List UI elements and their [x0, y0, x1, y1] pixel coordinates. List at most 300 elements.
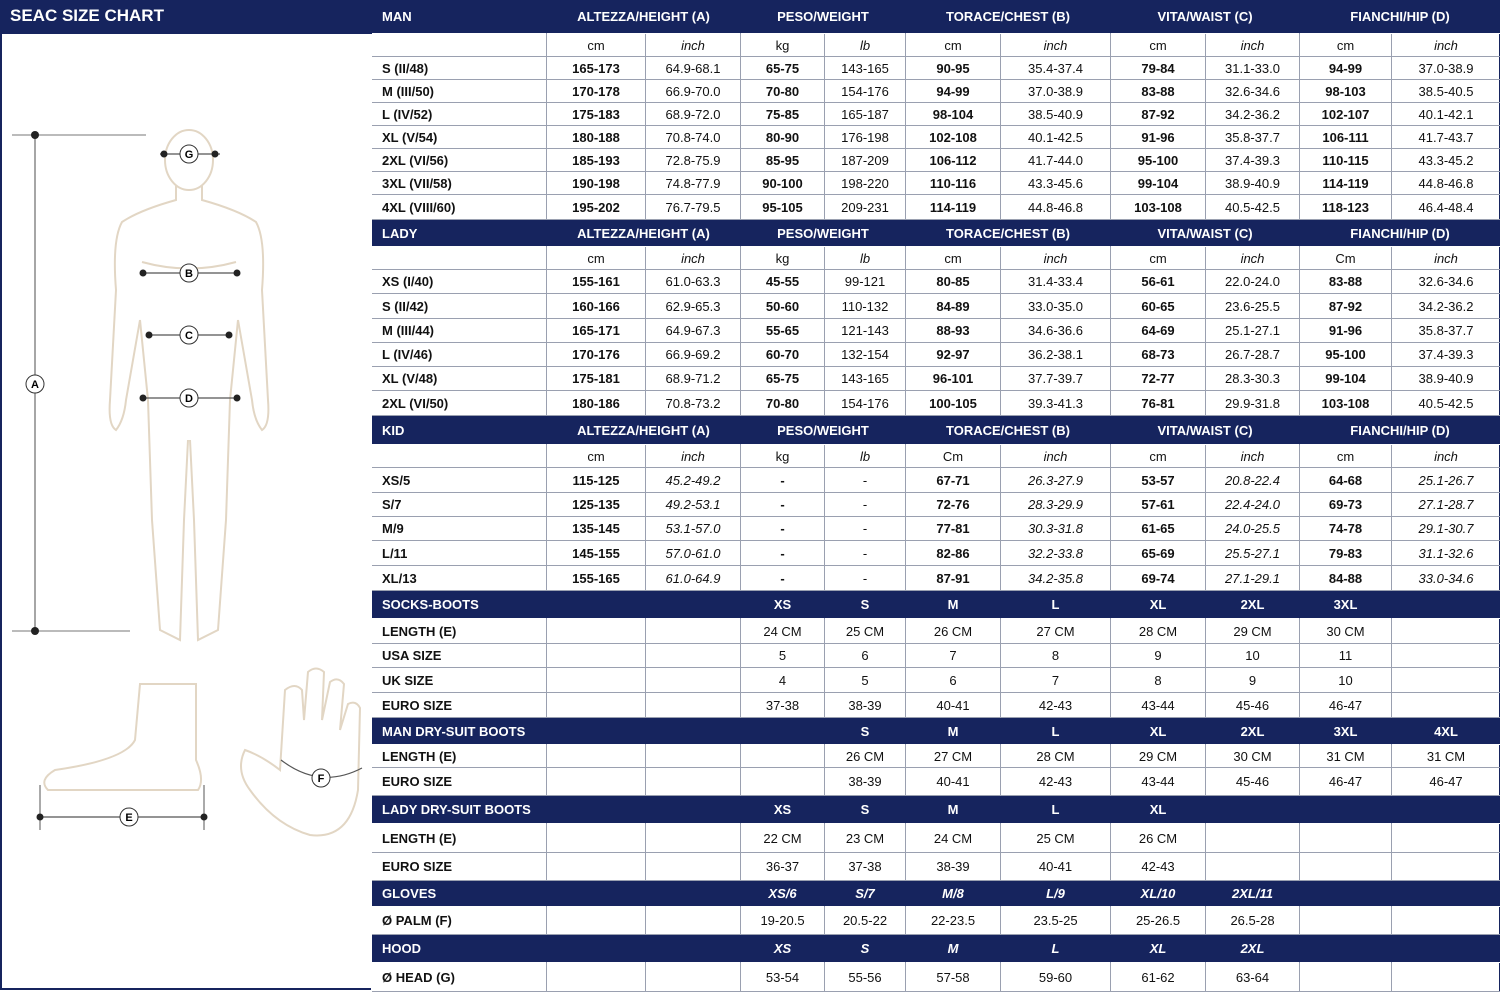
size-value: 209-231: [825, 195, 906, 220]
size-value: [646, 824, 741, 853]
size-value: 155-161: [547, 270, 646, 294]
size-value: 44.8-46.8: [1001, 195, 1111, 220]
size-value: [646, 693, 741, 718]
size-value: 180-186: [547, 391, 646, 416]
size-value: 29 CM: [1206, 619, 1300, 644]
size-value: 37.4-39.3: [1206, 149, 1300, 172]
size-value: 99-121: [825, 270, 906, 294]
size-header: S: [825, 935, 906, 963]
foot-outline: [44, 684, 201, 790]
size-value: 106-112: [906, 149, 1001, 172]
size-value: 143-165: [825, 367, 906, 391]
size-value: 37.4-39.3: [1392, 343, 1500, 367]
unit-label: inch: [1206, 247, 1300, 270]
size-header: [646, 881, 741, 907]
size-value: 20.8-22.4: [1206, 468, 1300, 493]
size-value: -: [741, 468, 825, 493]
size-header: XL/10: [1111, 881, 1206, 907]
size-value: 74-78: [1300, 517, 1392, 541]
size-value: 28.3-29.9: [1001, 493, 1111, 517]
size-value: 9: [1111, 644, 1206, 668]
size-value: 95-105: [741, 195, 825, 220]
size-header: M: [906, 796, 1001, 824]
size-value: 29.1-30.7: [1392, 517, 1500, 541]
size-value: 98-103: [1300, 80, 1392, 103]
size-value: 99-104: [1111, 172, 1206, 195]
size-value: 50-60: [741, 294, 825, 319]
size-value: 10: [1300, 668, 1392, 693]
size-value: 83-88: [1300, 270, 1392, 294]
size-header: [547, 935, 646, 963]
size-value: 34.6-36.6: [1001, 319, 1111, 343]
size-label: XS (I/40): [372, 270, 547, 294]
size-header: S: [825, 591, 906, 619]
size-value: 176-198: [825, 126, 906, 149]
size-value: [1300, 853, 1392, 881]
unit-label: lb: [825, 445, 906, 468]
size-value: 33.0-34.6: [1392, 566, 1500, 591]
size-value: 6: [825, 644, 906, 668]
size-value: 70.8-74.0: [646, 126, 741, 149]
label-e: E: [125, 812, 133, 824]
size-value: 25.1-26.7: [1392, 468, 1500, 493]
size-value: 132-154: [825, 343, 906, 367]
size-value: 25.1-27.1: [1206, 319, 1300, 343]
size-value: 170-176: [547, 343, 646, 367]
column-header: FIANCHI/HIP (D): [1300, 220, 1500, 247]
size-value: 46-47: [1300, 768, 1392, 796]
size-value: 95-100: [1300, 343, 1392, 367]
size-header: XS: [741, 935, 825, 963]
size-value: 84-88: [1300, 566, 1392, 591]
size-value: 31 CM: [1392, 745, 1500, 768]
measure-label: LENGTH (E): [372, 619, 547, 644]
size-value: 8: [1111, 668, 1206, 693]
size-value: 165-173: [547, 57, 646, 80]
size-value: 64.9-67.3: [646, 319, 741, 343]
size-value: 28 CM: [1001, 745, 1111, 768]
size-value: 45.2-49.2: [646, 468, 741, 493]
size-value: 61-62: [1111, 963, 1206, 992]
section-title-hood: HOOD: [372, 935, 547, 963]
size-header: L: [1001, 935, 1111, 963]
size-header: XS: [741, 591, 825, 619]
size-header: XL: [1111, 718, 1206, 745]
size-value: 29 CM: [1111, 745, 1206, 768]
size-value: 60-65: [1111, 294, 1206, 319]
size-value: 100-105: [906, 391, 1001, 416]
size-value: 34.2-36.2: [1392, 294, 1500, 319]
measure-label: Ø PALM (F): [372, 907, 547, 935]
column-header: PESO/WEIGHT: [741, 0, 906, 34]
size-value: 35.8-37.7: [1206, 126, 1300, 149]
size-value: 72.8-75.9: [646, 149, 741, 172]
size-value: [646, 768, 741, 796]
size-value: 31.1-33.0: [1206, 57, 1300, 80]
size-value: 61.0-64.9: [646, 566, 741, 591]
size-value: 64-68: [1300, 468, 1392, 493]
size-value: 190-198: [547, 172, 646, 195]
column-header: ALTEZZA/HEIGHT (A): [547, 0, 741, 34]
unit-label: cm: [1111, 445, 1206, 468]
size-value: 61-65: [1111, 517, 1206, 541]
size-value: [1206, 824, 1300, 853]
size-value: 121-143: [825, 319, 906, 343]
size-header: [547, 881, 646, 907]
measure-label: EURO SIZE: [372, 693, 547, 718]
body-measurement-figures: [0, 0, 372, 992]
size-value: 22.4-24.0: [1206, 493, 1300, 517]
column-header: PESO/WEIGHT: [741, 416, 906, 445]
size-value: 42-43: [1111, 853, 1206, 881]
unit-label: cm: [1300, 34, 1392, 57]
size-header: 2XL/11: [1206, 881, 1300, 907]
size-header: M: [906, 718, 1001, 745]
unit-label: cm: [1111, 247, 1206, 270]
size-value: 103-108: [1300, 391, 1392, 416]
size-value: 41.7-43.7: [1392, 126, 1500, 149]
size-value: 31.1-32.6: [1392, 541, 1500, 566]
size-label: L/11: [372, 541, 547, 566]
size-value: 26 CM: [906, 619, 1001, 644]
unit-label: inch: [1001, 34, 1111, 57]
size-value: 175-183: [547, 103, 646, 126]
size-value: [1392, 853, 1500, 881]
size-value: 44.8-46.8: [1392, 172, 1500, 195]
size-value: 29.9-31.8: [1206, 391, 1300, 416]
measure-label: LENGTH (E): [372, 824, 547, 853]
size-value: 114-119: [906, 195, 1001, 220]
measure-label: EURO SIZE: [372, 768, 547, 796]
size-value: 40-41: [906, 693, 1001, 718]
size-value: 43-44: [1111, 768, 1206, 796]
size-value: 32.2-33.8: [1001, 541, 1111, 566]
size-value: 79-83: [1300, 541, 1392, 566]
column-header: FIANCHI/HIP (D): [1300, 0, 1500, 34]
size-value: 11: [1300, 644, 1392, 668]
size-value: 46-47: [1300, 693, 1392, 718]
size-value: -: [741, 541, 825, 566]
size-value: 66.9-70.0: [646, 80, 741, 103]
size-value: 23 CM: [825, 824, 906, 853]
size-value: 98-104: [906, 103, 1001, 126]
size-value: 24 CM: [741, 619, 825, 644]
size-value: 72-77: [1111, 367, 1206, 391]
size-value: 63-64: [1206, 963, 1300, 992]
size-value: 43-44: [1111, 693, 1206, 718]
size-value: 110-132: [825, 294, 906, 319]
size-value: [1300, 907, 1392, 935]
page-title: SEAC SIZE CHART: [10, 6, 164, 25]
size-header: S: [825, 796, 906, 824]
size-value: 68.9-71.2: [646, 367, 741, 391]
size-value: 38.9-40.9: [1392, 367, 1500, 391]
height-top-dot: [31, 131, 39, 139]
measure-label: Ø HEAD (G): [372, 963, 547, 992]
size-value: 83-88: [1111, 80, 1206, 103]
size-value: 195-202: [547, 195, 646, 220]
size-label: XS/5: [372, 468, 547, 493]
size-header: S/7: [825, 881, 906, 907]
size-value: 110-116: [906, 172, 1001, 195]
size-value: [547, 693, 646, 718]
size-header: 3XL: [1300, 718, 1392, 745]
size-value: 94-99: [906, 80, 1001, 103]
size-value: 91-96: [1111, 126, 1206, 149]
size-value: 30 CM: [1206, 745, 1300, 768]
unit-label: cm: [1111, 34, 1206, 57]
column-header: VITA/WAIST (C): [1111, 416, 1300, 445]
size-value: 187-209: [825, 149, 906, 172]
size-value: 30 CM: [1300, 619, 1392, 644]
size-value: 143-165: [825, 57, 906, 80]
size-value: 49.2-53.1: [646, 493, 741, 517]
size-value: 37-38: [825, 853, 906, 881]
measure-label: EURO SIZE: [372, 853, 547, 881]
size-value: 25.5-27.1: [1206, 541, 1300, 566]
size-value: 10: [1206, 644, 1300, 668]
size-value: 37.0-38.9: [1001, 80, 1111, 103]
size-value: 95-100: [1111, 149, 1206, 172]
size-header: 2XL: [1206, 591, 1300, 619]
size-value: 32.6-34.6: [1392, 270, 1500, 294]
size-value: 87-92: [1111, 103, 1206, 126]
size-value: 61.0-63.3: [646, 270, 741, 294]
size-value: [646, 644, 741, 668]
unit-label: inch: [1206, 445, 1300, 468]
size-value: 42-43: [1001, 693, 1111, 718]
size-value: [1392, 619, 1500, 644]
unit-spacer: [372, 445, 547, 468]
size-value: 34.2-35.8: [1001, 566, 1111, 591]
unit-label: inch: [1392, 445, 1500, 468]
size-value: 37-38: [741, 693, 825, 718]
size-value: 40.1-42.5: [1001, 126, 1111, 149]
label-g: G: [184, 149, 194, 161]
size-value: 37.7-39.7: [1001, 367, 1111, 391]
size-header: L: [1001, 718, 1111, 745]
height-bottom-dot: [31, 627, 39, 635]
measure-label: UK SIZE: [372, 668, 547, 693]
size-value: [646, 853, 741, 881]
size-value: 91-96: [1300, 319, 1392, 343]
size-value: 27 CM: [906, 745, 1001, 768]
section-title-gloves: GLOVES: [372, 881, 547, 907]
size-value: 96-101: [906, 367, 1001, 391]
size-label: XL (V/54): [372, 126, 547, 149]
unit-spacer: [372, 34, 547, 57]
unit-label: cm: [547, 445, 646, 468]
size-value: 53-57: [1111, 468, 1206, 493]
size-label: 4XL (VIII/60): [372, 195, 547, 220]
unit-label: inch: [1206, 34, 1300, 57]
unit-label: cm: [547, 247, 646, 270]
size-value: 64-69: [1111, 319, 1206, 343]
size-value: 26 CM: [1111, 824, 1206, 853]
size-value: 70-80: [741, 80, 825, 103]
size-header: [547, 796, 646, 824]
size-value: 155-165: [547, 566, 646, 591]
size-value: 87-91: [906, 566, 1001, 591]
size-value: [1206, 853, 1300, 881]
size-header: L: [1001, 796, 1111, 824]
measure-label: USA SIZE: [372, 644, 547, 668]
size-value: 62.9-65.3: [646, 294, 741, 319]
size-label: M (III/44): [372, 319, 547, 343]
size-value: 68-73: [1111, 343, 1206, 367]
size-value: 20.5-22: [825, 907, 906, 935]
unit-label: inch: [646, 34, 741, 57]
size-header: [1392, 591, 1500, 619]
size-value: 154-176: [825, 80, 906, 103]
unit-label: cm: [906, 247, 1001, 270]
size-value: 40.1-42.1: [1392, 103, 1500, 126]
unit-label: lb: [825, 247, 906, 270]
size-value: 59-60: [1001, 963, 1111, 992]
size-value: 55-56: [825, 963, 906, 992]
size-value: 27.1-29.1: [1206, 566, 1300, 591]
size-value: 46.4-48.4: [1392, 195, 1500, 220]
label-c: C: [185, 330, 193, 342]
size-value: 53.1-57.0: [646, 517, 741, 541]
size-value: 135-145: [547, 517, 646, 541]
size-value: 7: [906, 644, 1001, 668]
size-value: [547, 768, 646, 796]
size-value: 110-115: [1300, 149, 1392, 172]
size-value: 6: [906, 668, 1001, 693]
size-value: 32.6-34.6: [1206, 80, 1300, 103]
size-label: M/9: [372, 517, 547, 541]
size-value: [1392, 668, 1500, 693]
unit-label: inch: [646, 445, 741, 468]
size-header: L/9: [1001, 881, 1111, 907]
size-value: 125-135: [547, 493, 646, 517]
size-value: 9: [1206, 668, 1300, 693]
section-title-kid: KID: [372, 416, 547, 445]
size-label: S (II/42): [372, 294, 547, 319]
size-value: 22.0-24.0: [1206, 270, 1300, 294]
size-value: 57.0-61.0: [646, 541, 741, 566]
size-value: 90-95: [906, 57, 1001, 80]
size-value: 90-100: [741, 172, 825, 195]
size-value: 65-69: [1111, 541, 1206, 566]
size-value: 80-90: [741, 126, 825, 149]
size-header: [1206, 796, 1300, 824]
size-value: 36-37: [741, 853, 825, 881]
size-value: 57-61: [1111, 493, 1206, 517]
unit-label: Cm: [1300, 247, 1392, 270]
size-label: S (II/48): [372, 57, 547, 80]
size-value: 114-119: [1300, 172, 1392, 195]
size-value: [1392, 963, 1500, 992]
size-value: [741, 768, 825, 796]
size-value: 31 CM: [1300, 745, 1392, 768]
size-value: 77-81: [906, 517, 1001, 541]
size-value: 40-41: [906, 768, 1001, 796]
label-d: D: [185, 393, 193, 405]
size-value: 118-123: [1300, 195, 1392, 220]
size-value: [547, 907, 646, 935]
size-value: 84-89: [906, 294, 1001, 319]
size-value: 75-85: [741, 103, 825, 126]
size-value: 57-58: [906, 963, 1001, 992]
size-value: 43.3-45.2: [1392, 149, 1500, 172]
size-value: 170-178: [547, 80, 646, 103]
size-value: -: [825, 517, 906, 541]
size-value: 154-176: [825, 391, 906, 416]
size-value: -: [741, 517, 825, 541]
size-value: 72-76: [906, 493, 1001, 517]
size-header: [1300, 935, 1392, 963]
size-value: 99-104: [1300, 367, 1392, 391]
size-value: 26.7-28.7: [1206, 343, 1300, 367]
label-f: F: [317, 773, 325, 785]
size-value: 40-41: [1001, 853, 1111, 881]
size-value: -: [741, 566, 825, 591]
size-value: [547, 644, 646, 668]
size-value: 66.9-69.2: [646, 343, 741, 367]
size-value: [741, 745, 825, 768]
size-value: 82-86: [906, 541, 1001, 566]
unit-label: kg: [741, 34, 825, 57]
size-value: 102-108: [906, 126, 1001, 149]
label-a: A: [31, 379, 39, 391]
size-value: 76.7-79.5: [646, 195, 741, 220]
column-header: TORACE/CHEST (B): [906, 416, 1111, 445]
size-value: 88-93: [906, 319, 1001, 343]
size-chart-table: [372, 0, 1500, 992]
size-value: 8: [1001, 644, 1111, 668]
unit-label: cm: [906, 34, 1001, 57]
size-label: L (IV/46): [372, 343, 547, 367]
size-value: 39.3-41.3: [1001, 391, 1111, 416]
size-value: [547, 824, 646, 853]
unit-spacer: [372, 247, 547, 270]
size-header: [646, 718, 741, 745]
size-value: 41.7-44.0: [1001, 149, 1111, 172]
size-value: 55-65: [741, 319, 825, 343]
size-label: L (IV/52): [372, 103, 547, 126]
size-header: L: [1001, 591, 1111, 619]
size-value: 31.4-33.4: [1001, 270, 1111, 294]
unit-label: cm: [1300, 445, 1392, 468]
size-value: 115-125: [547, 468, 646, 493]
size-value: 28 CM: [1111, 619, 1206, 644]
size-value: 38.9-40.9: [1206, 172, 1300, 195]
size-label: M (III/50): [372, 80, 547, 103]
size-value: 145-155: [547, 541, 646, 566]
size-value: 92-97: [906, 343, 1001, 367]
size-value: [1392, 693, 1500, 718]
size-value: 42-43: [1001, 768, 1111, 796]
size-header: 2XL: [1206, 718, 1300, 745]
size-value: 26.3-27.9: [1001, 468, 1111, 493]
size-value: 43.3-45.6: [1001, 172, 1111, 195]
section-title-lady_dry: LADY DRY-SUIT BOOTS: [372, 796, 547, 824]
size-header: M: [906, 935, 1001, 963]
size-value: 74.8-77.9: [646, 172, 741, 195]
size-header: [1300, 796, 1392, 824]
size-value: 103-108: [1111, 195, 1206, 220]
size-value: 25 CM: [825, 619, 906, 644]
column-header: TORACE/CHEST (B): [906, 0, 1111, 34]
size-value: 38.5-40.9: [1001, 103, 1111, 126]
size-value: 94-99: [1300, 57, 1392, 80]
size-value: 27 CM: [1001, 619, 1111, 644]
size-label: S/7: [372, 493, 547, 517]
unit-label: inch: [646, 247, 741, 270]
size-value: [1392, 644, 1500, 668]
